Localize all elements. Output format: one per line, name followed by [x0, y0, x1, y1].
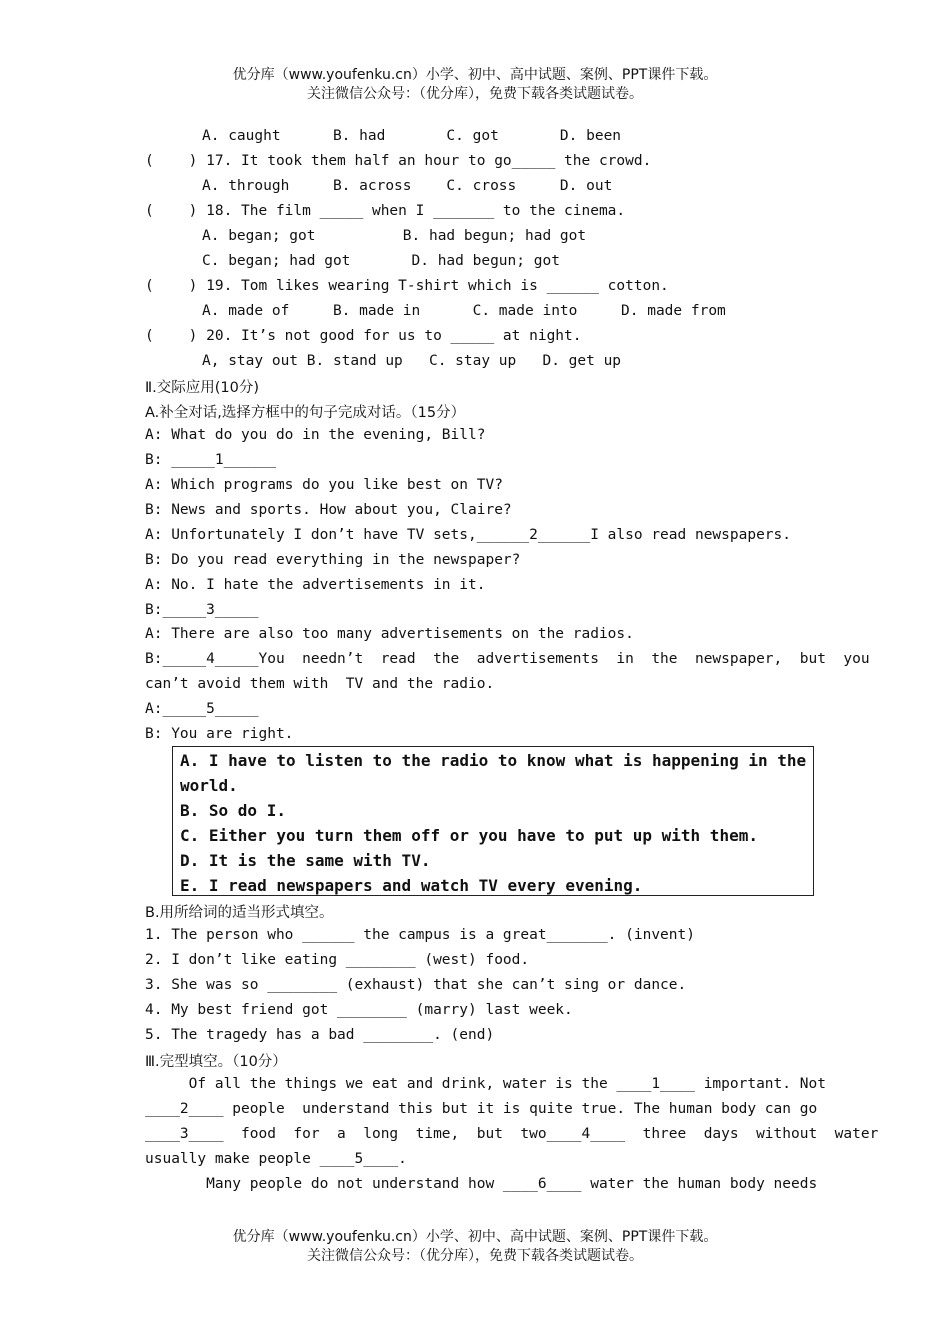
dialogue-line: A: Which programs do you like best on TV? [145, 477, 503, 493]
cloze-line: ____3____ food for a long time, but two____4____ three days without water [145, 1126, 879, 1142]
q17-options: A. through B. across C. cross D. out [202, 178, 613, 194]
box-option: E. I read newspapers and watch TV every evening. [180, 876, 643, 895]
box-option: C. Either you turn them off or you have to put up with them. [180, 826, 758, 845]
dialogue-line: A: No. I hate the advertisements in it. [145, 577, 486, 593]
box-option: D. It is the same with TV. [180, 851, 431, 870]
section2-partB-title: B.用所给词的适当形式填空。 [145, 905, 334, 921]
box-option: B. So do I. [180, 801, 286, 820]
dialogue-line: B: News and sports. How about you, Claire? [145, 502, 512, 518]
cloze-line: Of all the things we eat and drink, water is the ____1____ important. Not [145, 1076, 826, 1092]
dialogue-line: B:_____3_____ [145, 602, 259, 618]
q20-options: A, stay out B. stand up C. stay up D. get up [202, 353, 622, 369]
cloze-line: usually make people ____5____. [145, 1151, 407, 1167]
box-option: world. [180, 776, 238, 795]
page-header [0, 66, 950, 104]
q18-options-2: C. began; had got D. had begun; got [202, 253, 560, 269]
section3-title: Ⅲ.完型填空。（10分） [145, 1054, 287, 1070]
header-line-2: 关注微信公众号：（优分库），免费下载各类试题试卷。 [307, 86, 643, 102]
page-footer [0, 1228, 950, 1266]
q18-options-1: A. began; got B. had begun; had got [202, 228, 587, 244]
q19-question: ( ) 19. Tom likes wearing T-shirt which is ______ cotton. [145, 278, 669, 294]
q20-question: ( ) 20. It’s not good for us to _____ at night. [145, 328, 582, 344]
footer-line-2: 关注微信公众号：（优分库），免费下载各类试题试卷。 [307, 1248, 643, 1264]
dialogue-line: A:_____5_____ [145, 701, 259, 717]
box-option: A. I have to listen to the radio to know what is happening in the [180, 751, 807, 770]
section2-partA-title: A.补全对话,选择方框中的句子完成对话。（15分） [145, 405, 466, 421]
fill-item: 4. My best friend got ________ (marry) last week. [145, 1002, 573, 1018]
dialogue-line: can’t avoid them with TV and the radio. [145, 676, 495, 692]
dialogue-line: A: Unfortunately I don’t have TV sets,______2______I also read newspapers. [145, 527, 792, 543]
fill-item: 1. The person who ______ the campus is a great_______. (invent) [145, 927, 695, 943]
fill-item: 2. I don’t like eating ________ (west) food. [145, 952, 530, 968]
cloze-line: ____2____ people understand this but it is quite true. The human body can go [145, 1101, 818, 1117]
q17-question: ( ) 17. It took them half an hour to go_____ the crowd. [145, 153, 652, 169]
dialogue-line: B: You are right. [145, 726, 294, 742]
q19-options: A. made of B. made in C. made into D. made from [202, 303, 726, 319]
q18-question: ( ) 18. The film _____ when I _______ to the cinema. [145, 203, 626, 219]
cloze-line: Many people do not understand how ____6____ water the human body needs [145, 1176, 818, 1192]
dialogue-line: A: There are also too many advertisements on the radios. [145, 626, 634, 642]
fill-item: 3. She was so ________ (exhaust) that she can’t sing or dance. [145, 977, 687, 993]
dialogue-line: A: What do you do in the evening, Bill? [145, 427, 486, 443]
fill-item: 5. The tragedy has a bad ________. (end) [145, 1027, 495, 1043]
q16-options: A. caught B. had C. got D. been [202, 128, 622, 144]
dialogue-line: B: _____1______ [145, 452, 276, 468]
footer-line-1: 优分库（www.youfenku.cn）小学、初中、高中试题、案例、PPT课件下载。 [232, 1229, 718, 1245]
dialogue-line: B: Do you read everything in the newspaper? [145, 552, 521, 568]
header-line-1: 优分库（www.youfenku.cn）小学、初中、高中试题、案例、PPT课件下载。 [232, 67, 718, 83]
dialogue-line: B:_____4_____You needn’t read the advertisements in the newspaper, but you [145, 651, 870, 667]
section2-title: Ⅱ.交际应用(10分) [145, 380, 260, 396]
